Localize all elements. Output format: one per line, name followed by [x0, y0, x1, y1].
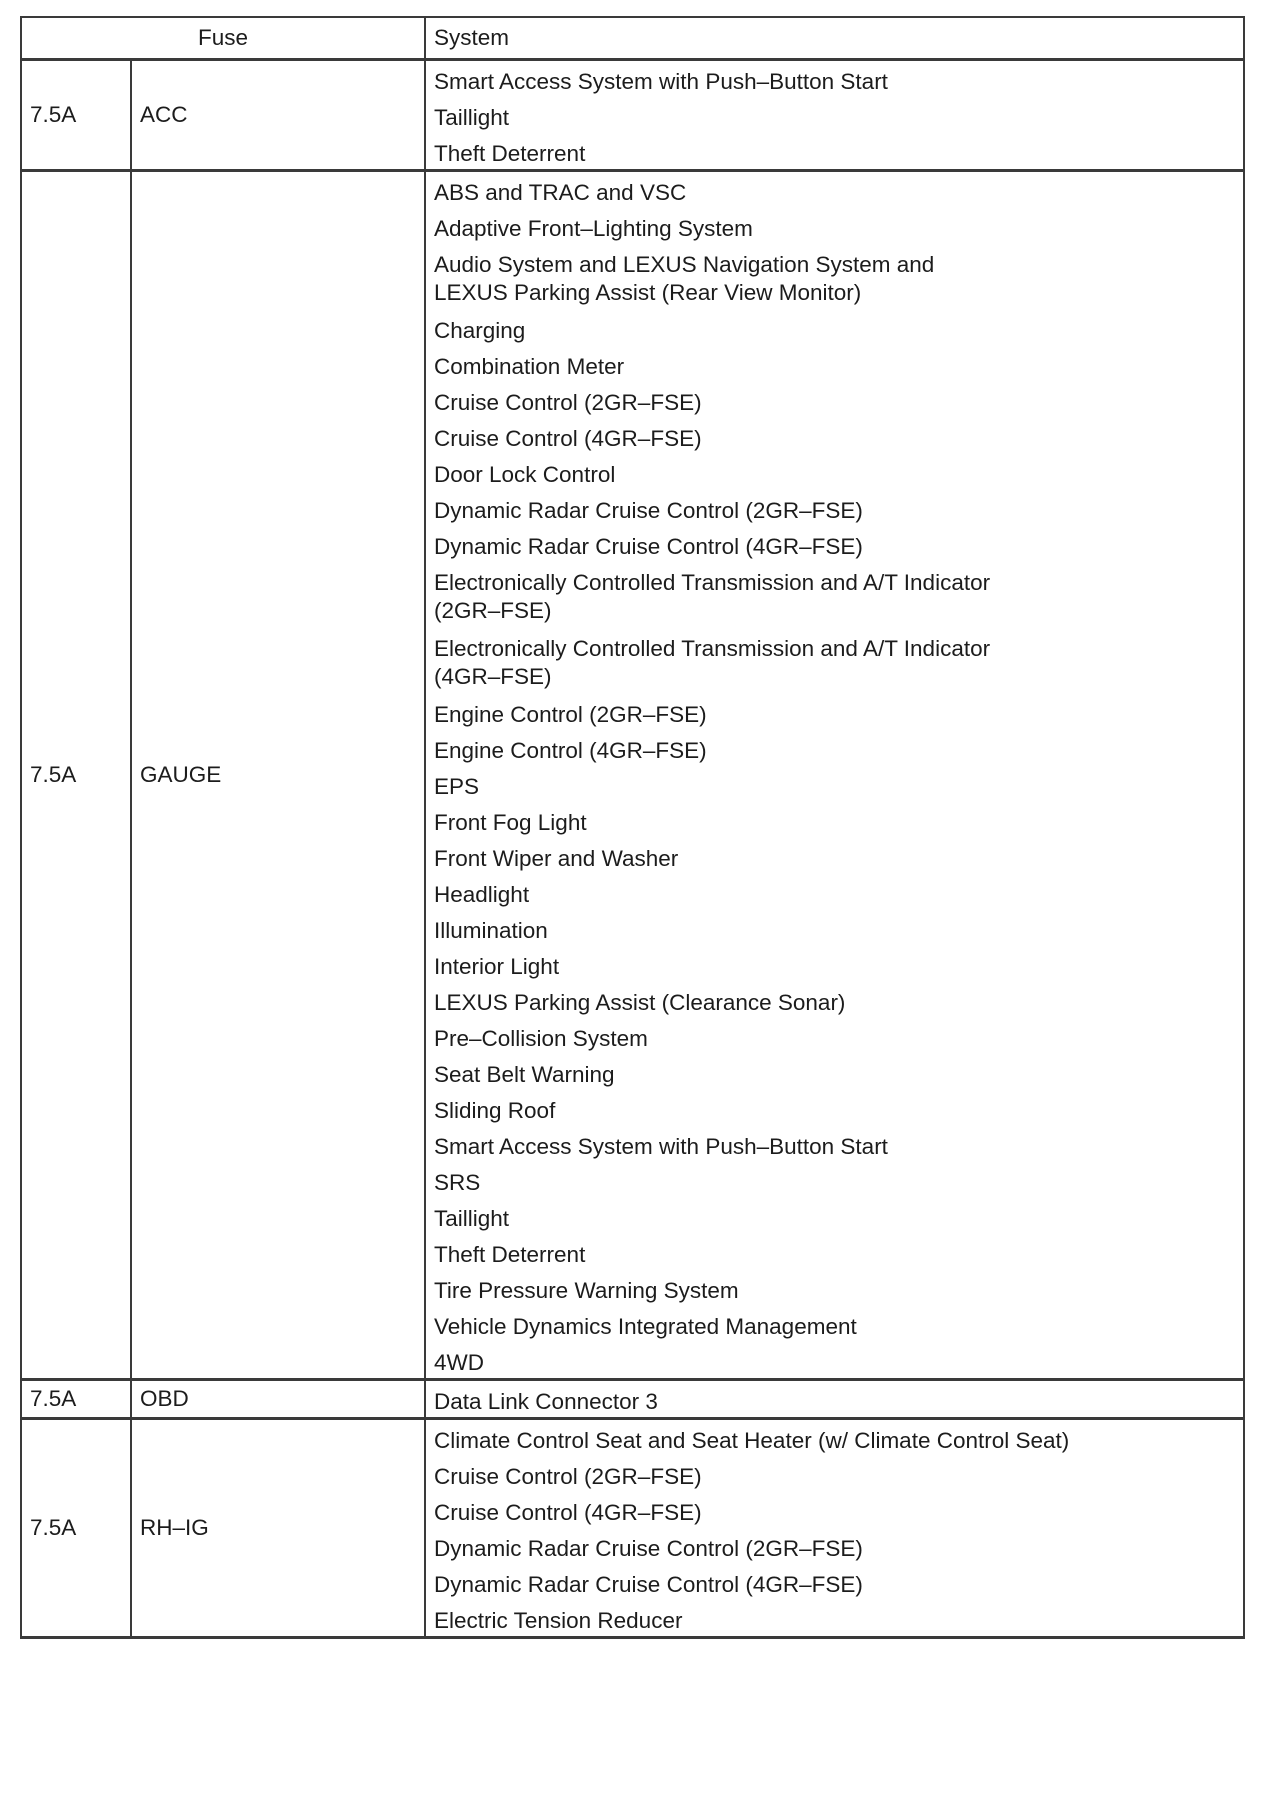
- system-item: Tire Pressure Warning System: [434, 1278, 739, 1303]
- system-item: SRS: [434, 1170, 481, 1195]
- fuse-amperage: 7.5A: [21, 171, 131, 1380]
- fuse-group-acc: [21, 60, 1244, 171]
- system-list: [425, 1380, 1244, 1419]
- system-item: Engine Control (4GR–FSE): [434, 738, 707, 763]
- system-item: Electronically Controlled Transmission and A/T Indicator (2GR–FSE): [434, 570, 991, 624]
- fuse-name: ACC: [131, 60, 425, 171]
- system-item: Smart Access System with Push–Button Start: [434, 69, 888, 94]
- system-item: Dynamic Radar Cruise Control (4GR–FSE): [434, 1572, 863, 1597]
- system-item: Cruise Control (4GR–FSE): [434, 1500, 702, 1525]
- system-item: Headlight: [434, 882, 530, 907]
- system-item: Taillight: [434, 105, 510, 130]
- system-item: Charging: [434, 318, 526, 343]
- system-item: Front Fog Light: [434, 810, 587, 835]
- system-item: Combination Meter: [434, 354, 625, 379]
- fuse-name: RH–IG: [131, 1419, 425, 1638]
- system-item: Vehicle Dynamics Integrated Management: [434, 1314, 857, 1339]
- table-header: [21, 17, 1244, 60]
- system-item: Electronically Controlled Transmission and A/T Indicator (4GR–FSE): [434, 636, 991, 690]
- header-row: [21, 17, 1244, 60]
- fuse-amperage: 7.5A: [21, 1380, 131, 1419]
- system-item: Dynamic Radar Cruise Control (2GR–FSE): [434, 498, 863, 523]
- system-item: Cruise Control (4GR–FSE): [434, 426, 702, 451]
- fuse-name: GAUGE: [131, 171, 425, 1380]
- system-item: ABS and TRAC and VSC: [434, 180, 687, 205]
- fuse-amperage: 7.5A: [21, 1419, 131, 1638]
- system-item: Smart Access System with Push–Button Start: [434, 1134, 888, 1159]
- system-item: Pre–Collision System: [434, 1026, 648, 1051]
- system-item: Climate Control Seat and Seat Heater (w/ Climate Control Seat): [434, 1428, 1070, 1453]
- system-item: Theft Deterrent: [434, 1242, 586, 1267]
- system-item: Front Wiper and Washer: [434, 846, 679, 871]
- system-list: [425, 1419, 1244, 1638]
- system-item: Engine Control (2GR–FSE): [434, 702, 707, 727]
- table-row: [21, 171, 1244, 1380]
- system-item: Illumination: [434, 918, 548, 943]
- system-item: 4WD: [434, 1350, 484, 1375]
- system-item: Electric Tension Reducer: [434, 1608, 683, 1633]
- system-item: Door Lock Control: [434, 462, 616, 487]
- system-item: Theft Deterrent: [434, 141, 586, 166]
- fuse-group-obd: [21, 1380, 1244, 1419]
- system-item: Adaptive Front–Lighting System: [434, 216, 753, 241]
- fuse-group-rh-ig: [21, 1419, 1244, 1638]
- system-item: EPS: [434, 774, 480, 799]
- system-item: Cruise Control (2GR–FSE): [434, 390, 702, 415]
- system-item: Audio System and LEXUS Navigation System and LEXUS Parking Assist (Rear View Monitor): [434, 252, 935, 306]
- system-item: Interior Light: [434, 954, 560, 979]
- fuse-system-table: [20, 16, 1245, 1639]
- system-list: [425, 60, 1244, 171]
- system-item: Sliding Roof: [434, 1098, 556, 1123]
- system-column-header: System: [425, 17, 1244, 60]
- fuse-name: OBD: [131, 1380, 425, 1419]
- system-item: LEXUS Parking Assist (Clearance Sonar): [434, 990, 846, 1015]
- system-item: Dynamic Radar Cruise Control (2GR–FSE): [434, 1536, 863, 1561]
- fuse-amperage: 7.5A: [21, 60, 131, 171]
- system-item: Dynamic Radar Cruise Control (4GR–FSE): [434, 534, 863, 559]
- system-item: Taillight: [434, 1206, 510, 1231]
- system-list: [425, 171, 1244, 1380]
- fuse-table-page: [20, 16, 1243, 1639]
- system-item: Cruise Control (2GR–FSE): [434, 1464, 702, 1489]
- fuse-group-gauge: [21, 171, 1244, 1380]
- table-row: [21, 1380, 1244, 1419]
- fuse-column-header: Fuse: [21, 17, 425, 60]
- system-item: Data Link Connector 3: [434, 1389, 658, 1414]
- table-row: [21, 1419, 1244, 1638]
- table-row: [21, 60, 1244, 171]
- system-item: Seat Belt Warning: [434, 1062, 615, 1087]
